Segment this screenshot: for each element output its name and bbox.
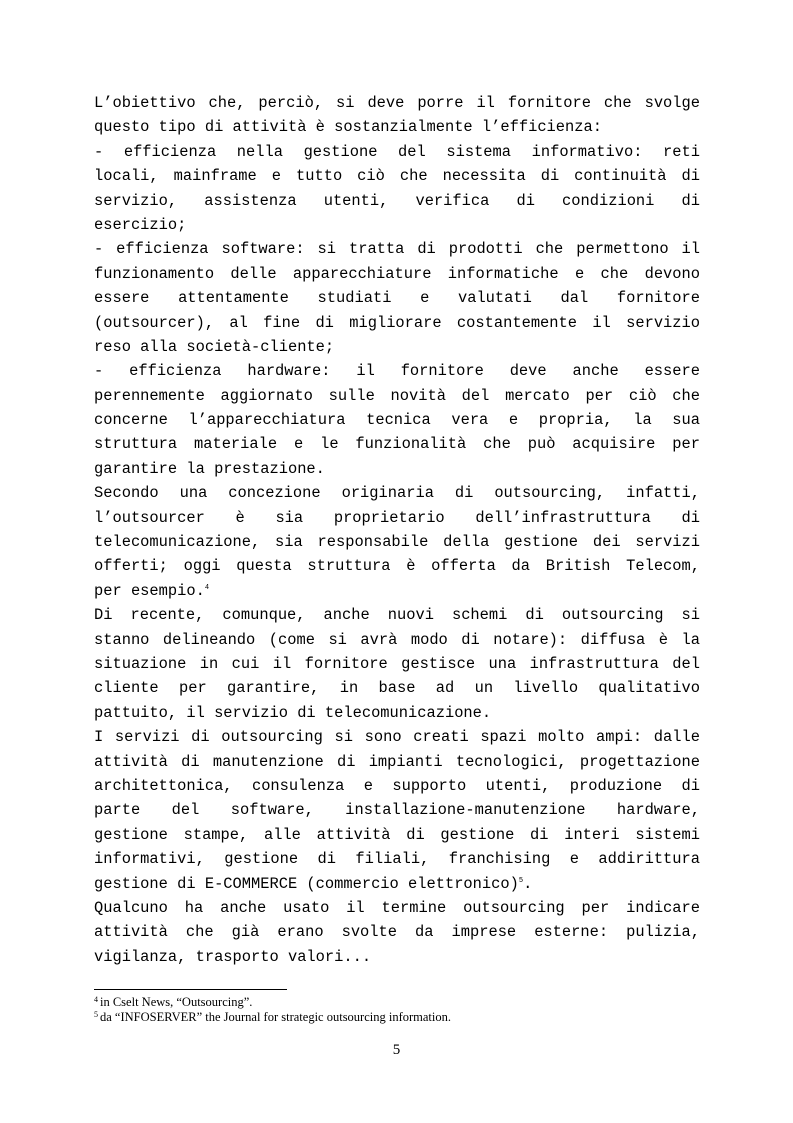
text-line: parte del software, installazione-manutenzione hardware, <box>94 801 700 820</box>
text-line: reso alla società-cliente; <box>94 337 335 356</box>
text-line: Qualcuno ha anche usato il termine outsourcing per indicare <box>94 898 700 917</box>
text-line: telecomunicazione, sia responsabile della gestione dei servizi <box>94 533 700 552</box>
text-line: cliente per garantire, in base ad un livello qualitativo <box>94 679 700 698</box>
footnote <box>94 995 714 1010</box>
text-line: vigilanza, trasporto valori... <box>94 947 372 966</box>
text-line: funzionamento delle apparecchiature informatiche e che devono <box>94 264 700 283</box>
text-line: attività che già erano svolte da imprese esterne: pulizia, <box>94 923 700 942</box>
text-segment: gestione di E-COMMERCE (commercio elettronico) <box>94 874 519 893</box>
text-line: offerti; oggi questa struttura è offerta da British Telecom, <box>94 557 700 576</box>
text-line: garantire la prestazione. <box>94 459 325 478</box>
text-line <box>94 579 700 603</box>
text-line: servizio, assistenza utenti, verifica di condizioni di <box>94 191 700 210</box>
text-line <box>94 872 700 896</box>
footnote <box>94 1010 714 1025</box>
text-line: - efficienza nella gestione del sistema informativo: reti <box>94 142 700 161</box>
footnotes <box>94 995 714 1025</box>
text-line: informativi, gestione di filiali, franchising e addirittura <box>94 850 700 869</box>
text-line: essere attentamente studiati e valutati dal fornitore <box>94 289 700 308</box>
text-line: l’outsourcer è sia proprietario dell’infrastruttura di <box>94 508 700 527</box>
text-line: stanno delineando (come si avrà modo di notare): diffusa è la <box>94 630 700 649</box>
footnote-reference: 5 <box>518 876 524 885</box>
text-line: questo tipo di attività è sostanzialmente l’efficienza: <box>94 118 602 137</box>
text-line: pattuito, il servizio di telecomunicazione. <box>94 703 492 722</box>
text-line: Secondo una concezione originaria di outsourcing, infatti, <box>94 484 700 503</box>
text-segment: . <box>523 874 533 893</box>
text-line: I servizi di outsourcing si sono creati spazi molto ampi: dalle <box>94 728 700 747</box>
body-text <box>94 91 700 969</box>
text-line: - efficienza software: si tratta di prodotti che permettono il <box>94 240 700 259</box>
text-segment: per esempio. <box>94 581 205 600</box>
text-line: perennemente aggiornato sulle novità del mercato per ciò che <box>94 386 700 405</box>
text-line: locali, mainframe e tutto ciò che necessita di continuità di <box>94 167 700 186</box>
footnote-text: in Cselt News, “Outsourcing”. <box>100 995 253 1009</box>
text-line: esercizio; <box>94 215 187 234</box>
text-line: gestione stampe, alle attività di gestione di interi sistemi <box>94 825 700 844</box>
footnote-reference: 4 <box>204 583 210 592</box>
text-line: concerne l’apparecchiatura tecnica vera e propria, la sua <box>94 411 700 430</box>
text-line: - efficienza hardware: il fornitore deve anche essere <box>94 362 700 381</box>
text-line: situazione in cui il fornitore gestisce una infrastruttura del <box>94 654 700 673</box>
text-line: struttura materiale e le funzionalità che può acquisire per <box>94 435 700 454</box>
text-line: (outsourcer), al fine di migliorare costantemente il servizio <box>94 313 700 332</box>
footnote-number: 5 <box>94 1010 98 1019</box>
footnote-text: da “INFOSERVER” the Journal for strategic outsourcing information. <box>100 1010 452 1024</box>
text-line: Di recente, comunque, anche nuovi schemi di outsourcing si <box>94 606 700 625</box>
text-line: L’obiettivo che, perciò, si deve porre il fornitore che svolge <box>94 94 700 112</box>
footnote-number: 4 <box>94 995 98 1004</box>
text-line: architettonica, consulenza e supporto utenti, produzione di <box>94 776 700 795</box>
footnote-separator <box>94 989 287 990</box>
text-line: attività di manutenzione di impianti tecnologici, progettazione <box>94 752 700 771</box>
page-number: 5 <box>392 1042 401 1058</box>
